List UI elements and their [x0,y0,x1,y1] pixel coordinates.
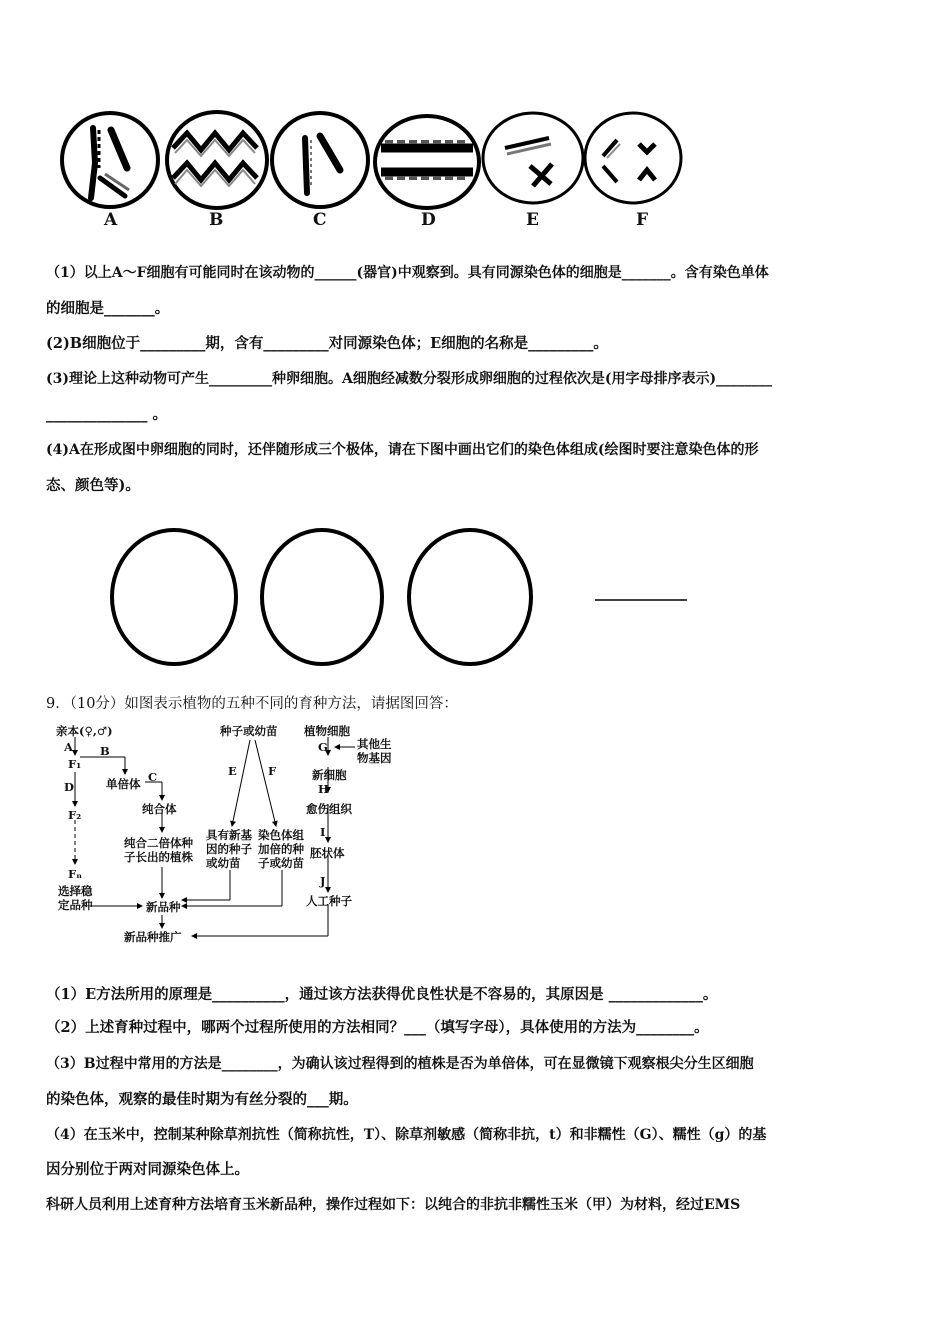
fc-seed: 种子或幼苗 [220,724,278,738]
cell-c [272,113,368,207]
fc-label-e: E [228,764,237,778]
question-3-line-2: ______________ 。 [46,406,168,423]
breeding-flowchart [50,722,400,947]
fc-promote: 新品种推广 [124,930,182,944]
question-2: (2)B细胞位于_________期，含有_________对同源染色体；E细胞的名称是_________。 [46,335,608,352]
fc-label-d: D [64,780,74,794]
question-1-line-1: （1）以上A～F细胞有可能同时在该动物的______(器官)中观察到。具有同源染色体的细胞是_______。含有染色单体 [46,265,769,281]
question-4-line-1: (4)A在形成图中卵细胞的同时，还伴随形成三个极体，请在下图中画出它们的染色体组成(绘图时要注意染色体的形 [46,442,759,458]
cell-label-a: A [104,210,118,230]
cell-label-d: D [421,210,436,230]
fc-label-a: A [64,740,73,754]
fc-doubled-2: 加倍的种 [258,842,304,856]
fc-artificial-seed: 人工种子 [306,894,352,908]
fc-fn: Fₙ [68,867,83,881]
fc-parent: 亲本(♀,♂) [56,724,113,738]
q9-sub-4-line-1: （4）在玉米中，控制某种除草剂抗性（简称抗性，T）、除草剂敏感（简称非抗，t）和非糯性（G）、糯性（g）的基 [46,1127,767,1143]
fc-doubled-3: 子或幼苗 [258,856,304,870]
fc-label-h: H [318,782,329,796]
cell-label-e: E [526,210,539,230]
fc-doubled-1: 染色体组 [258,828,304,842]
polar-body-drawing-area [110,525,710,670]
fc-f1: F₁ [68,757,82,771]
fc-label-g: G [318,740,328,754]
fc-select-1: 选择稳 [58,884,93,898]
fc-newgene-1: 具有新基 [206,828,252,842]
question-3-line-1: (3)理论上这种动物可产生_________种卵细胞。A细胞经减数分裂形成卵细胞的过程依次是(用字母排序表示)________ [46,371,773,387]
fc-diploid-2: 子长出的植株 [124,850,193,864]
q9-sub-3-line-1: （3）B过程中常用的方法是________，为确认该过程得到的植株是否为单倍体，可在显微镜下观察根尖分生区细胞 [46,1056,754,1072]
cell-label-f: F [636,210,649,230]
fc-newgene-3: 或幼苗 [206,856,241,870]
fc-other-gene-2: 物基因 [357,751,392,765]
cell-f [585,113,681,203]
fc-embryoid: 胚状体 [310,846,345,860]
fc-newgene-2: 因的种子 [206,842,252,856]
fc-label-b: B [100,744,110,758]
fc-label-c: C [148,770,158,784]
fc-diploid-1: 纯合二倍体种 [124,836,193,850]
fc-label-j: J [320,874,326,888]
fc-callus: 愈伤组织 [306,802,352,816]
fc-new-variety: 新品种 [146,900,181,914]
cell-label-b: B [209,210,224,230]
cell-a [62,113,158,207]
fc-f2: F₂ [68,808,82,822]
fc-label-f: F [268,764,277,778]
question-9-title: 9．（10分）如图表示植物的五种不同的育种方法，请据图回答： [46,696,458,712]
q9-sub-4-line-3: 科研人员利用上述育种方法培育玉米新品种，操作过程如下：以纯合的非抗非糯性玉米（甲）为材料，经过EMS [46,1197,741,1213]
cell-b [167,112,267,208]
fc-label-i: I [320,825,326,839]
cell-e [483,113,583,203]
q9-sub-4-line-2: 因分别位于两对同源染色体上。 [46,1161,249,1178]
q9-sub-1: （1）E方法所用的原理是__________，通过该方法获得优良性状是不容易的，其原因是 _____________。 [46,986,718,1003]
fc-plant-cell: 植物细胞 [304,724,350,738]
fc-select-2: 定品种 [58,898,93,912]
cell-d [375,116,479,208]
blank-circle-3[interactable] [409,530,531,664]
cell-division-figure [55,108,695,238]
blank-circle-1[interactable] [112,530,236,664]
fc-other-gene-1: 其他生 [357,737,392,751]
blank-circle-2[interactable] [262,530,382,664]
fc-pure: 纯合体 [142,802,177,816]
question-1-line-2: 的细胞是_______。 [46,300,170,317]
fc-haploid: 单倍体 [106,777,141,791]
q9-sub-2: （2）上述育种过程中，哪两个过程所使用的方法相同？___（填写字母），具体使用的方法为________。 [46,1019,709,1036]
fc-new-cell: 新细胞 [312,768,347,782]
question-4-line-2: 态、颜色等)。 [46,477,140,494]
q9-sub-3-line-2: 的染色体，观察的最佳时期为有丝分裂的___期。 [46,1091,358,1108]
cell-label-c: C [313,210,327,230]
cell-figure-svg [55,108,695,238]
